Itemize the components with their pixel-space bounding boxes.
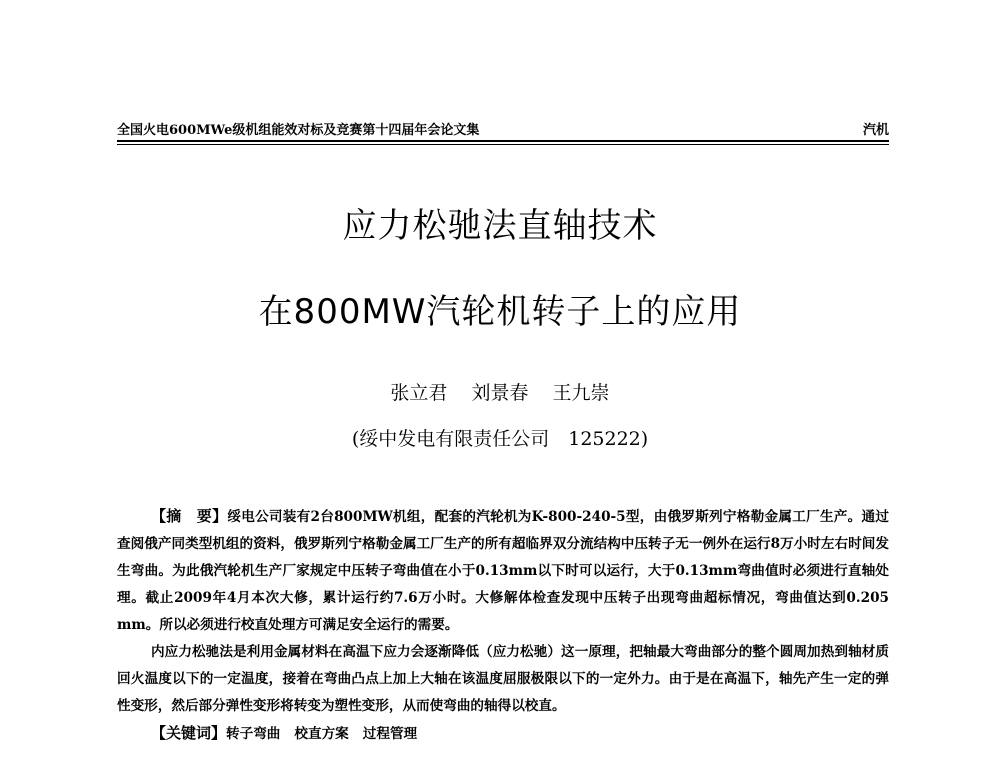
keywords-line [117,720,889,748]
keywords-label: 【关键词】 [151,724,227,742]
abstract-paragraph [117,503,889,639]
author-name: 王九崇 [552,382,610,404]
keyword: 校直方案 [294,726,349,742]
section-label: 汽机 [862,123,889,138]
paper-title-line-1: 应力松驰法直轴技术 [342,206,658,246]
author-name: 刘景春 [471,382,529,404]
abstract-block [117,503,889,748]
abstract-text: 绥电公司装有2台800MW机组，配套的汽轮机为K-800-240-5型，由俄罗斯列宁格勒金属工厂生产。通过查阅俄产同类型机组的资料，俄罗斯列宁格勒金属工厂生产的所有超临界双分流结构中压转子无一例外在运行8万小时左右时间发生弯曲。为此俄汽轮机生产厂家规定中压转子弯曲值在小于0.13mm以下时可以运行，大于0.13mm弯曲值时必须进行直轴处理。截止2009年4月本次大修，累计运行约7.6万小时。大修解体检查发现中压转子出现弯曲超标情况，弯曲值达到0.205 mm。所以必须进行校直处理方可满足安全运行的需要。 [117,509,889,633]
author-name: 张立君 [390,382,448,404]
keyword: 转子弯曲 [226,726,281,742]
proceedings-title: 全国火电600MWe级机组能效对标及竞赛第十四届年会论文集 [117,123,480,138]
keyword: 过程管理 [362,726,418,742]
paper-title-line-2: 在800MW汽轮机转子上的应用 [258,292,742,332]
running-header [117,117,889,139]
abstract-paragraph-2: 内应力松驰法是利用金属材料在高温下应力会逐渐降低（应力松驰）这一原理，把轴最大弯曲部分的整个圆周加热到轴材质回火温度以下的一定温度，接着在弯曲凸点上加上大轴在该温度屈服极限以下的一定外力。由于是在高温下，轴先产生一定的弹性变形，然后部分弹性变形将转变为塑性变形，从而使弯曲的轴得以校直。 [117,644,889,714]
header-rule-thick [117,140,889,142]
affiliation: (绥中发电有限责任公司 125222) [351,428,649,450]
abstract-label: 【摘 要】 [151,507,228,525]
header-rule-thin [117,144,889,145]
author-list [0,378,1000,405]
